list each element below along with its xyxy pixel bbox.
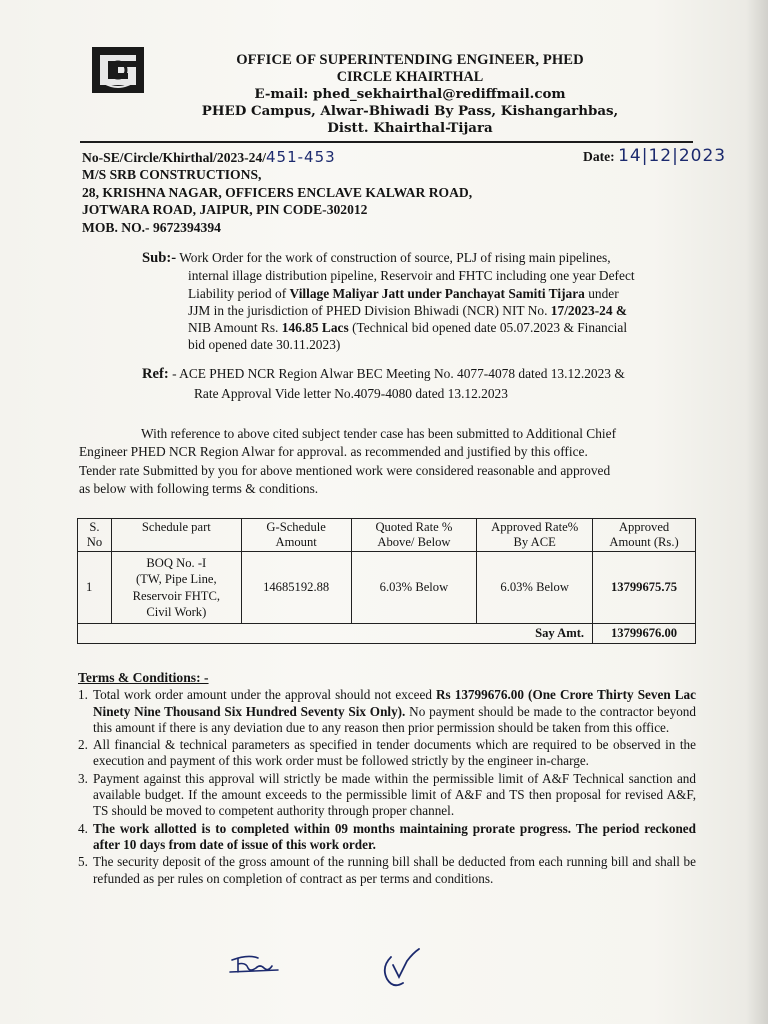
subject-line: JJM in the jurisdiction of PHED Division Bhiwadi (NCR) NIT No. 17/2023-24 & bbox=[188, 302, 628, 318]
say-amount-label: Say Amt. bbox=[78, 624, 593, 644]
terms-item: 3. Payment against this approval will strictly be made within the permissible limit of A&F Technical sanction and available budget. If the amount exceeds to the permissible limit of A&F and TS then proposal for revised A&F, TS should be moved to competent authority through proper channel. bbox=[78, 770, 696, 819]
reference-line: - ACE PHED NCR Region Alwar BEC Meeting No. 4077-4078 dated 13.12.2023 & bbox=[172, 366, 625, 381]
reference-line: Rate Approval Vide letter No.4079-4080 dated 13.12.2023 bbox=[194, 386, 508, 401]
subject-line: Liability period of Village Maliyar Jatt under Panchayat Samiti Tijara under bbox=[188, 285, 619, 301]
terms-completion-period: The work allotted is to completed within 09 months maintaining prorate progress. The period reckoned after 10 days from date of issue of this work order. bbox=[93, 820, 696, 852]
reference-block bbox=[142, 364, 702, 404]
header-quoted-rate: Quoted Rate % Above/ Below bbox=[351, 519, 477, 552]
subject-line: NIB Amount Rs. 146.85 Lacs (Technical bid opened date 05.07.2023 & Financial bbox=[188, 320, 628, 336]
page-edge-shadow bbox=[746, 0, 768, 1024]
paragraph-line: as below with following terms & conditions. bbox=[79, 480, 319, 496]
header-email: E-mail: phed_sekhairthal@rediffmail.com bbox=[254, 86, 566, 102]
cell-gschedule-amount: 14685192.88 bbox=[241, 552, 351, 624]
subject-line: bid opened date 30.11.2023) bbox=[188, 337, 341, 353]
paragraph-line: Tender rate Submitted by you for above mentioned work were considered reasonable and approved bbox=[79, 462, 611, 478]
cell-quoted-rate: 6.03% Below bbox=[351, 552, 477, 624]
rates-table bbox=[77, 518, 696, 644]
cell-approved-rate: 6.03% Below bbox=[477, 552, 593, 624]
header-gschedule: G-Schedule Amount bbox=[241, 519, 351, 552]
addressee-block bbox=[82, 166, 472, 236]
subject-line: Work Order for the work of construction of source, PLJ of rising main pipelines, bbox=[179, 250, 611, 265]
letter-date bbox=[583, 146, 726, 166]
office-header bbox=[160, 52, 660, 137]
reference-label: Ref: bbox=[142, 366, 169, 382]
reference-number-prefix: No-SE/Circle/Khirthal/2023-24/ bbox=[82, 150, 267, 165]
addressee-line: 28, KRISHNA NAGAR, OFFICERS ENCLAVE KALWAR ROAD, bbox=[82, 184, 473, 200]
reference-number bbox=[82, 148, 336, 166]
subject-block bbox=[142, 249, 702, 354]
cell-sno: 1 bbox=[78, 552, 112, 624]
subject-nit-number: 17/2023-24 & bbox=[550, 302, 628, 318]
header-divider bbox=[80, 141, 693, 143]
addressee-line: JOTWARA ROAD, JAIPUR, PIN CODE-302012 bbox=[82, 202, 368, 217]
header-schedule: Schedule part bbox=[111, 519, 241, 552]
table-header-row bbox=[78, 519, 696, 552]
header-sno: S. No bbox=[78, 519, 112, 552]
terms-item: 4. The work allotted is to completed within 09 months maintaining prorate progress. The period reckoned after 10 days from date of issue of this work order. bbox=[78, 820, 696, 852]
header-approved-rate: Approved Rate% By ACE bbox=[477, 519, 593, 552]
date-label: Date: bbox=[583, 149, 615, 164]
reference-number-handwritten: 451-453 bbox=[266, 148, 336, 166]
addressee-line: M/S SRB CONSTRUCTIONS, bbox=[82, 167, 262, 182]
subject-line: internal illage distribution pipeline, Reservoir and FHTC including one year Defect bbox=[188, 268, 635, 284]
phed-logo-icon bbox=[92, 47, 144, 93]
date-handwritten: 14|12|2023 bbox=[618, 146, 727, 166]
cell-approved-amount: 13799675.75 bbox=[593, 552, 696, 624]
paragraph-line: Engineer PHED NCR Region Alwar for approval. as recommended and justified by this office. bbox=[79, 444, 588, 460]
subject-label: Sub:- bbox=[142, 250, 177, 266]
header-district: Distt. Khairthal-Tijara bbox=[327, 120, 493, 136]
terms-item: 2. All financial & technical parameters as specified in tender documents which are required to be observed in the execution and payment of this work order must be followed strictly by the engineer in-charge. bbox=[78, 737, 696, 769]
header-address: PHED Campus, Alwar-Bhiwadi By Pass, Kishangarhbas, bbox=[201, 103, 619, 119]
say-amount-row bbox=[78, 624, 696, 644]
table-row bbox=[78, 552, 696, 624]
subject-nib-amount: 146.85 Lacs bbox=[281, 320, 349, 336]
terms-list bbox=[78, 687, 696, 887]
signature-mark-icon bbox=[377, 947, 421, 991]
header-office-title: OFFICE OF SUPERINTENDING ENGINEER, PHED bbox=[236, 52, 584, 68]
terms-item: 5. The security deposit of the gross amount of the running bill shall be deducted from each running bill and shall be refunded as per rules on completion of contract as per terms and conditions. bbox=[78, 854, 696, 886]
header-approved-amount: Approved Amount (Rs.) bbox=[593, 519, 696, 552]
addressee-line: MOB. NO.- 9672394394 bbox=[82, 219, 221, 235]
paragraph-line: With reference to above cited subject tender case has been submitted to Additional Chief bbox=[141, 426, 617, 441]
terms-amount-words: Rs 13799676.00 (One Crore Thirty Seven Lac Ninety Nine Thousand Six Hundred Seventy Six Only). bbox=[93, 687, 696, 719]
terms-block bbox=[78, 670, 696, 887]
header-circle: CIRCLE KHAIRTHAL bbox=[336, 69, 484, 85]
terms-item: 1. Total work order amount under the approval should not exceed Rs 13799676.00 (One Crore Thirty Seven Lac Ninety Nine Thousand Six Hundred Seventy Six Only). No payment should be made to the contractor beyond this amount if there is any deviation due to any reason then prior permission should be taken from this office. bbox=[78, 687, 696, 735]
body-paragraph bbox=[79, 425, 695, 498]
cell-schedule: BOQ No. -I (TW, Pipe Line, Reservoir FHTC, Civil Work) bbox=[111, 552, 241, 624]
signature-initials-icon bbox=[228, 950, 286, 976]
terms-heading: Terms & Conditions: - bbox=[78, 670, 209, 685]
say-amount-value: 13799676.00 bbox=[593, 624, 696, 644]
subject-village: Village Maliyar Jatt under Panchayat Samiti Tijara bbox=[289, 285, 585, 301]
